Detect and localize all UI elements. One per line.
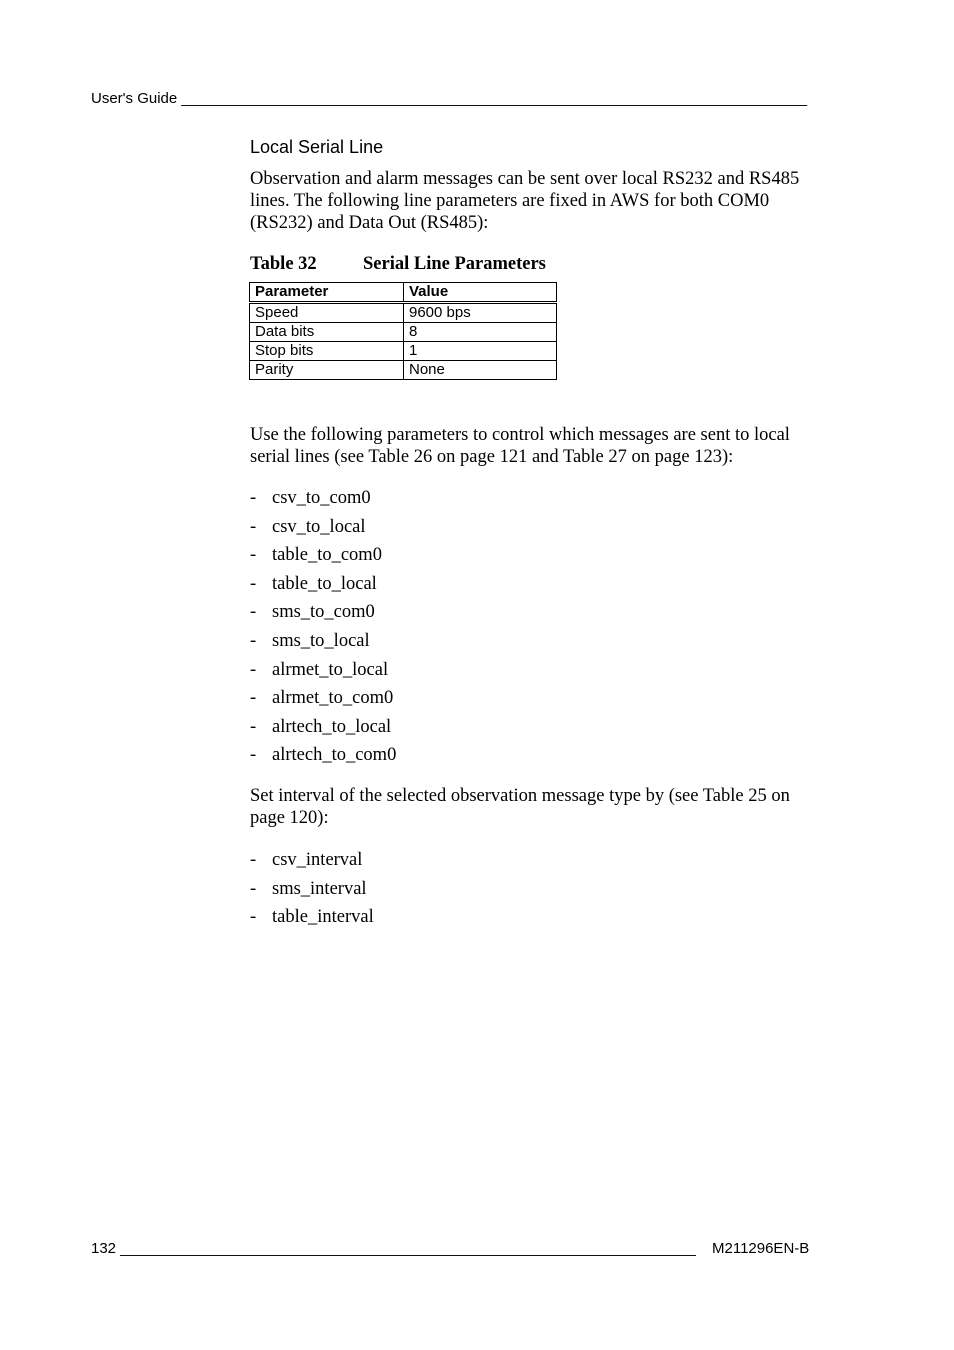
interval-paragraph: Set interval of the selected observation message type by (see Table 25 on page 120): [250,786,790,828]
message-parameter-list [250,487,396,773]
list-item: - alrmet_to_com0 [250,688,394,709]
value-cell: 9600 bps [404,303,557,323]
section-title: Local Serial Line [250,137,384,157]
running-header: User's Guide ___________________________________________________________________________ [91,90,808,107]
table-row [250,361,557,380]
list-item: - table_to_local [250,573,377,594]
list-item: - csv_to_local [250,516,366,537]
parameter-cell: Speed [250,303,404,323]
table-row [250,342,557,361]
list-item: - sms_to_local [250,630,370,651]
value-cell: 8 [404,323,557,342]
list-item: - sms_interval [250,878,367,899]
list-item: - csv_to_com0 [250,488,371,508]
list-item: - sms_to_com0 [250,602,375,623]
table-caption-number: Table 32 [250,254,317,274]
parameter-cell: Parity [250,361,404,380]
serial-line-parameters-table [249,282,557,380]
intro-paragraph: Observation and alarm messages can be sent over local RS232 and RS485 lines. The following line parameters are fixed in AWS for both COM0 (RS232) and Data Out (RS485): [250,169,800,233]
table-caption-title: Serial Line Parameters [363,254,546,274]
list-item: - alrmet_to_local [250,659,389,680]
page-number-footer: 132 _____________________________________________________________________ [91,1240,696,1257]
list-item: - table_to_com0 [250,545,382,566]
column-header-value: Value [404,283,557,303]
value-cell: 1 [404,342,557,361]
list-item: - alrtech_to_local [250,716,392,737]
list-item: - csv_interval [250,850,363,870]
table-header-row [250,283,557,303]
interval-parameter-list [250,849,374,935]
value-cell: None [404,361,557,380]
message-control-paragraph: Use the following parameters to control which messages are sent to local serial lines (see Table 26 on page 121 and Table 27 on page 123): [250,425,790,467]
parameter-cell: Stop bits [250,342,404,361]
document-code-footer: M211296EN-B [712,1240,810,1257]
parameter-cell: Data bits [250,323,404,342]
table-row [250,323,557,342]
list-item: - alrtech_to_com0 [250,745,397,766]
table-row [250,303,557,323]
column-header-parameter: Parameter [250,283,404,303]
list-item: - table_interval [250,907,374,928]
table-caption [250,254,546,275]
